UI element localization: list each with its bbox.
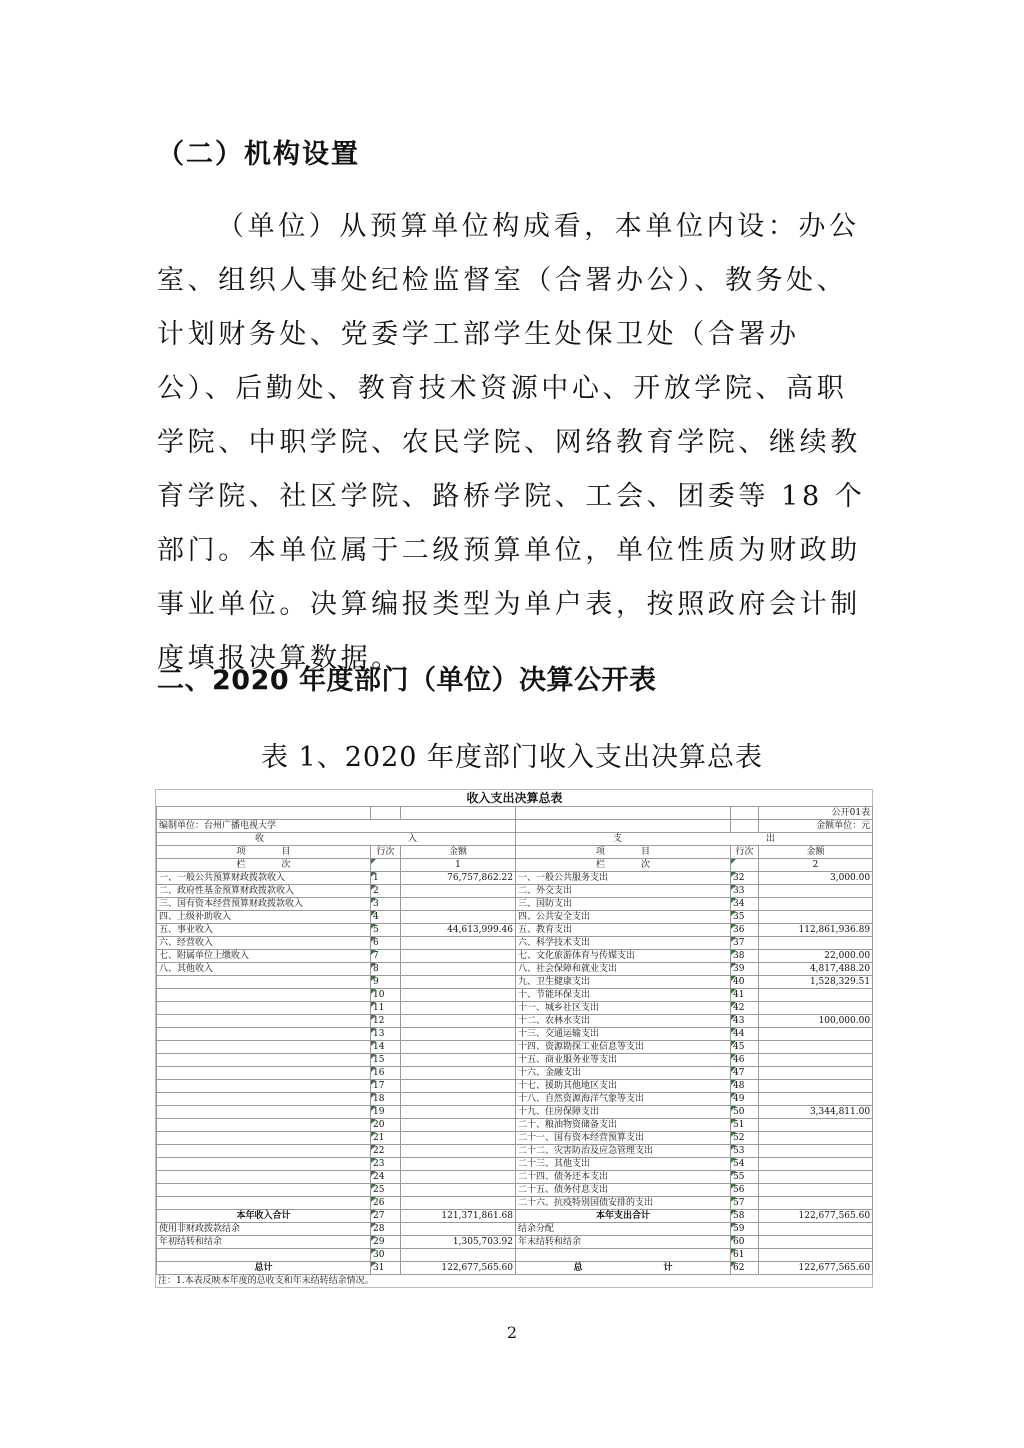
table-row bbox=[157, 963, 873, 976]
expense-item: 十七、援助其他地区支出 bbox=[516, 1080, 731, 1093]
expense-item: 十九、住房保障支出 bbox=[516, 1106, 731, 1119]
income-item bbox=[157, 989, 371, 1002]
expense-amount: 4,817,488.20 bbox=[759, 963, 873, 976]
expense-item: 十四、资源勘探工业信息等支出 bbox=[516, 1041, 731, 1054]
expense-amount bbox=[759, 1236, 873, 1249]
expense-amount: 3,344,811.00 bbox=[759, 1106, 873, 1119]
expense-amount bbox=[759, 1197, 873, 1210]
expense-item: 五、教育支出 bbox=[516, 924, 731, 937]
expense-amount bbox=[759, 1223, 873, 1236]
expense-amount bbox=[759, 1132, 873, 1145]
expense-line-no: 40 bbox=[731, 976, 759, 989]
table-row bbox=[157, 1041, 873, 1054]
income-item: 三、国有资本经营预算财政拨款收入 bbox=[157, 898, 371, 911]
income-item bbox=[157, 1171, 371, 1184]
expense-amount bbox=[759, 1093, 873, 1106]
expense-item: 十八、自然资源海洋气象等支出 bbox=[516, 1093, 731, 1106]
income-amount bbox=[401, 898, 516, 911]
expense-item: 二十一、国有资本经营预算支出 bbox=[516, 1132, 731, 1145]
income-item bbox=[157, 1015, 371, 1028]
budget-table bbox=[156, 790, 873, 1275]
expense-item: 四、公共安全支出 bbox=[516, 911, 731, 924]
table-row bbox=[157, 937, 873, 950]
income-item bbox=[157, 1119, 371, 1132]
expense-amount bbox=[759, 1028, 873, 1041]
currency-label: 金额单位：元 bbox=[759, 820, 873, 833]
expense-amount bbox=[759, 911, 873, 924]
expense-line-no: 61 bbox=[731, 1249, 759, 1262]
expense-line-no: 33 bbox=[731, 885, 759, 898]
table-row bbox=[157, 911, 873, 924]
expense-line-no: 46 bbox=[731, 1054, 759, 1067]
table-row bbox=[157, 1002, 873, 1015]
expense-total-amount: 122,677,565.60 bbox=[759, 1262, 873, 1275]
income-amount bbox=[401, 1028, 516, 1041]
expense-amount bbox=[759, 1119, 873, 1132]
income-line-no: 6 bbox=[371, 937, 401, 950]
income-item: 八、其他收入 bbox=[157, 963, 371, 976]
expense-total-label: 总 计 bbox=[516, 1262, 731, 1275]
expense-amount: 122,677,565.60 bbox=[759, 1210, 873, 1223]
income-amount bbox=[401, 1171, 516, 1184]
income-line-no: 22 bbox=[371, 1145, 401, 1158]
income-item bbox=[157, 1067, 371, 1080]
expense-amount: 112,861,936.89 bbox=[759, 924, 873, 937]
table-caption: 表 1、2020 年度部门收入支出决算总表 bbox=[260, 742, 764, 773]
table-row bbox=[157, 1158, 873, 1171]
income-item: 二、政府性基金预算财政拨款收入 bbox=[157, 885, 371, 898]
table-note: 注：1.本表反映本年度的总收支和年末结转结余情况。 bbox=[158, 1276, 374, 1286]
income-line-no: 16 bbox=[371, 1067, 401, 1080]
income-amount bbox=[401, 1249, 516, 1262]
income-amount bbox=[401, 1119, 516, 1132]
expense-amount bbox=[759, 1067, 873, 1080]
expense-item: 一、一般公共服务支出 bbox=[516, 872, 731, 885]
summary-row bbox=[157, 1249, 873, 1262]
income-amount bbox=[401, 976, 516, 989]
summary-row bbox=[157, 1236, 873, 1249]
income-line-no: 26 bbox=[371, 1197, 401, 1210]
income-line-no: 4 bbox=[371, 911, 401, 924]
expense-line-no: 45 bbox=[731, 1041, 759, 1054]
table-row bbox=[157, 1028, 873, 1041]
income-amount bbox=[401, 1002, 516, 1015]
expense-line-no: 54 bbox=[731, 1158, 759, 1171]
expense-amount bbox=[759, 1054, 873, 1067]
income-item: 六、经营收入 bbox=[157, 937, 371, 950]
expense-line-no: 42 bbox=[731, 1002, 759, 1015]
col-amount: 金额 bbox=[759, 846, 873, 859]
expense-line-no: 38 bbox=[731, 950, 759, 963]
spreadsheet-image bbox=[155, 789, 873, 1288]
income-line-no: 27 bbox=[371, 1210, 401, 1223]
expense-amount bbox=[759, 1171, 873, 1184]
expense-item: 十三、交通运输支出 bbox=[516, 1028, 731, 1041]
table-row bbox=[157, 1119, 873, 1132]
expense-item: 二十二、灾害防治及应急管理支出 bbox=[516, 1145, 731, 1158]
expense-amount bbox=[759, 885, 873, 898]
income-amount: 44,613,999.46 bbox=[401, 924, 516, 937]
expense-amount bbox=[759, 1002, 873, 1015]
expense-line-no: 34 bbox=[731, 898, 759, 911]
expense-line-no: 58 bbox=[731, 1210, 759, 1223]
expense-line-no: 52 bbox=[731, 1132, 759, 1145]
income-item: 四、上级补助收入 bbox=[157, 911, 371, 924]
total-row bbox=[157, 1262, 873, 1275]
income-line-no: 8 bbox=[371, 963, 401, 976]
table-row bbox=[157, 898, 873, 911]
main-heading: 二、2020 年度部门（单位）决算公开表 bbox=[157, 665, 657, 696]
expense-amount: 100,000.00 bbox=[759, 1015, 873, 1028]
income-line-no: 24 bbox=[371, 1171, 401, 1184]
expense-item: 二十六、抗疫特别国债安排的支出 bbox=[516, 1197, 731, 1210]
expense-item: 本年支出合计 bbox=[516, 1210, 731, 1223]
expense-line-no: 62 bbox=[731, 1262, 759, 1275]
income-amount bbox=[401, 989, 516, 1002]
expense-line-no: 36 bbox=[731, 924, 759, 937]
income-amount: 1,305,703.92 bbox=[401, 1236, 516, 1249]
income-item bbox=[157, 1184, 371, 1197]
expense-line-no: 51 bbox=[731, 1119, 759, 1132]
expense-amount bbox=[759, 898, 873, 911]
income-line-no: 15 bbox=[371, 1054, 401, 1067]
table-row bbox=[157, 989, 873, 1002]
col-item: 项 目 bbox=[157, 846, 371, 859]
income-amount bbox=[401, 1197, 516, 1210]
income-item bbox=[157, 1028, 371, 1041]
income-amount bbox=[401, 1132, 516, 1145]
col-amount: 金额 bbox=[401, 846, 516, 859]
expense-amount bbox=[759, 989, 873, 1002]
income-item bbox=[157, 976, 371, 989]
col-line: 行次 bbox=[371, 846, 401, 859]
expense-item: 三、国防支出 bbox=[516, 898, 731, 911]
income-line-no: 21 bbox=[371, 1132, 401, 1145]
income-item bbox=[157, 1054, 371, 1067]
income-amount bbox=[401, 1080, 516, 1093]
table-row bbox=[157, 924, 873, 937]
expense-amount bbox=[759, 1080, 873, 1093]
expense-item: 结余分配 bbox=[516, 1223, 731, 1236]
income-amount bbox=[401, 963, 516, 976]
expense-header: 支 出 bbox=[516, 833, 873, 846]
expense-item: 二十、粮油物资储备支出 bbox=[516, 1119, 731, 1132]
expense-line-no: 48 bbox=[731, 1080, 759, 1093]
income-line-no: 1 bbox=[371, 872, 401, 885]
income-amount bbox=[401, 885, 516, 898]
unit-label: 编制单位：台州广播电视大学 bbox=[157, 820, 516, 833]
income-line-no: 9 bbox=[371, 976, 401, 989]
expense-item: 十二、农林水支出 bbox=[516, 1015, 731, 1028]
income-line-no: 3 bbox=[371, 898, 401, 911]
expense-item: 九、卫生健康支出 bbox=[516, 976, 731, 989]
table-row bbox=[157, 1093, 873, 1106]
expense-item: 十五、商业服务业等支出 bbox=[516, 1054, 731, 1067]
table-row bbox=[157, 1015, 873, 1028]
expense-amount: 1,528,329.51 bbox=[759, 976, 873, 989]
income-line-no: 29 bbox=[371, 1236, 401, 1249]
expense-line-no: 47 bbox=[731, 1067, 759, 1080]
income-line-no: 28 bbox=[371, 1223, 401, 1236]
income-line-no: 14 bbox=[371, 1041, 401, 1054]
income-line-no: 10 bbox=[371, 989, 401, 1002]
income-amount bbox=[401, 1054, 516, 1067]
table-row bbox=[157, 1171, 873, 1184]
income-amount: 121,371,861.68 bbox=[401, 1210, 516, 1223]
income-line-no: 11 bbox=[371, 1002, 401, 1015]
income-line-no: 2 bbox=[371, 885, 401, 898]
income-item bbox=[157, 1249, 371, 1262]
expense-item: 二、外交支出 bbox=[516, 885, 731, 898]
table-row bbox=[157, 872, 873, 885]
income-line-no: 18 bbox=[371, 1093, 401, 1106]
income-item: 本年收入合计 bbox=[157, 1210, 371, 1223]
income-line-no: 31 bbox=[371, 1262, 401, 1275]
table-row bbox=[157, 1197, 873, 1210]
income-item: 五、事业收入 bbox=[157, 924, 371, 937]
table-row bbox=[157, 976, 873, 989]
income-line-no: 17 bbox=[371, 1080, 401, 1093]
income-amount bbox=[401, 1093, 516, 1106]
expense-line-no: 57 bbox=[731, 1197, 759, 1210]
income-item bbox=[157, 1106, 371, 1119]
income-line-no: 19 bbox=[371, 1106, 401, 1119]
table-row bbox=[157, 1106, 873, 1119]
income-amount bbox=[401, 1041, 516, 1054]
income-amount bbox=[401, 1015, 516, 1028]
income-amount: 76,757,862.22 bbox=[401, 872, 516, 885]
income-amount bbox=[401, 911, 516, 924]
expense-item: 十六、金融支出 bbox=[516, 1067, 731, 1080]
table-row bbox=[157, 1184, 873, 1197]
expense-line-no: 32 bbox=[731, 872, 759, 885]
income-line-no: 13 bbox=[371, 1028, 401, 1041]
expense-line-no: 44 bbox=[731, 1028, 759, 1041]
expense-item: 七、文化旅游体育与传媒支出 bbox=[516, 950, 731, 963]
expense-line-no: 41 bbox=[731, 989, 759, 1002]
income-item bbox=[157, 1002, 371, 1015]
income-total-amount: 122,677,565.60 bbox=[401, 1262, 516, 1275]
income-item bbox=[157, 1080, 371, 1093]
expense-amount bbox=[759, 1145, 873, 1158]
table-row bbox=[157, 1145, 873, 1158]
income-amount bbox=[401, 1223, 516, 1236]
col-lanci: 栏 次 bbox=[516, 859, 731, 872]
income-item: 七、附属单位上缴收入 bbox=[157, 950, 371, 963]
income-line-no: 30 bbox=[371, 1249, 401, 1262]
col-item: 项 目 bbox=[516, 846, 731, 859]
expense-line-no: 53 bbox=[731, 1145, 759, 1158]
expense-amount bbox=[759, 937, 873, 950]
expense-line-no: 59 bbox=[731, 1223, 759, 1236]
expense-amount bbox=[759, 1184, 873, 1197]
expense-line-no: 50 bbox=[731, 1106, 759, 1119]
expense-item: 八、社会保障和就业支出 bbox=[516, 963, 731, 976]
expense-amount: 3,000.00 bbox=[759, 872, 873, 885]
expense-amount: 22,000.00 bbox=[759, 950, 873, 963]
table-row bbox=[157, 1080, 873, 1093]
income-amount bbox=[401, 937, 516, 950]
income-line-no: 23 bbox=[371, 1158, 401, 1171]
income-amount bbox=[401, 1158, 516, 1171]
income-amount bbox=[401, 1106, 516, 1119]
expense-item: 二十五、债务付息支出 bbox=[516, 1184, 731, 1197]
table-row bbox=[157, 1054, 873, 1067]
income-total-label: 总计 bbox=[157, 1262, 371, 1275]
summary-row bbox=[157, 1223, 873, 1236]
expense-item: 二十四、债务还本支出 bbox=[516, 1171, 731, 1184]
income-header: 收 入 bbox=[157, 833, 516, 846]
sheet-title: 收入支出决算总表 bbox=[466, 791, 563, 805]
expense-line-no: 35 bbox=[731, 911, 759, 924]
income-amount bbox=[401, 950, 516, 963]
income-amount bbox=[401, 1067, 516, 1080]
income-item: 年初结转和结余 bbox=[157, 1236, 371, 1249]
expense-line-no: 43 bbox=[731, 1015, 759, 1028]
table-row bbox=[157, 885, 873, 898]
expense-line-no: 49 bbox=[731, 1093, 759, 1106]
income-line-no: 7 bbox=[371, 950, 401, 963]
expense-line-no: 56 bbox=[731, 1184, 759, 1197]
page-number: 2 bbox=[506, 1323, 518, 1342]
income-amount bbox=[401, 1145, 516, 1158]
income-item bbox=[157, 1132, 371, 1145]
income-line-no: 12 bbox=[371, 1015, 401, 1028]
income-item: 使用非财政拨款结余 bbox=[157, 1223, 371, 1236]
expense-line-no: 60 bbox=[731, 1236, 759, 1249]
income-item bbox=[157, 1041, 371, 1054]
section-heading: （二）机构设置 bbox=[157, 139, 360, 170]
org-paragraph: （单位）从预算单位构成看，本单位内设：办公室、组织人事处纪检监督室（合署办公）、教务处、计划财务处、党委学工部学生处保卫处（合署办公）、后勤处、教育技术资源中心、开放学院、高职学院、中职学院、农民学院、网络教育学院、继续教育学院、社区学院、路桥学院、工会、团委等 18 个部门。本单位属于二级预算单位，单位性质为财政助事业单位。决算编报类型为单户表，按照政府会计制度填报决算数据。 bbox=[157, 211, 866, 674]
expense-line-no: 39 bbox=[731, 963, 759, 976]
expense-item bbox=[516, 1249, 731, 1262]
expense-line-no: 37 bbox=[731, 937, 759, 950]
income-line-no: 5 bbox=[371, 924, 401, 937]
summary-row bbox=[157, 1210, 873, 1223]
income-line-no: 20 bbox=[371, 1119, 401, 1132]
col-lanci: 栏 次 bbox=[157, 859, 371, 872]
col-2: 2 bbox=[759, 859, 873, 872]
expense-amount bbox=[759, 1249, 873, 1262]
income-item bbox=[157, 1197, 371, 1210]
income-item bbox=[157, 1158, 371, 1171]
table-row bbox=[157, 1132, 873, 1145]
expense-item: 年末结转和结余 bbox=[516, 1236, 731, 1249]
income-amount bbox=[401, 1184, 516, 1197]
expense-item: 二十三、其他支出 bbox=[516, 1158, 731, 1171]
expense-amount bbox=[759, 1041, 873, 1054]
expense-line-no: 55 bbox=[731, 1171, 759, 1184]
form-code: 公开01表 bbox=[759, 807, 873, 820]
income-item: 一、一般公共预算财政拨款收入 bbox=[157, 872, 371, 885]
expense-item: 六、科学技术支出 bbox=[516, 937, 731, 950]
income-line-no: 25 bbox=[371, 1184, 401, 1197]
expense-amount bbox=[759, 1158, 873, 1171]
col-1: 1 bbox=[401, 859, 516, 872]
col-line: 行次 bbox=[731, 846, 759, 859]
income-item bbox=[157, 1093, 371, 1106]
expense-item: 十、节能环保支出 bbox=[516, 989, 731, 1002]
expense-item: 十一、城乡社区支出 bbox=[516, 1002, 731, 1015]
table-row bbox=[157, 1067, 873, 1080]
table-row bbox=[157, 950, 873, 963]
income-item bbox=[157, 1145, 371, 1158]
